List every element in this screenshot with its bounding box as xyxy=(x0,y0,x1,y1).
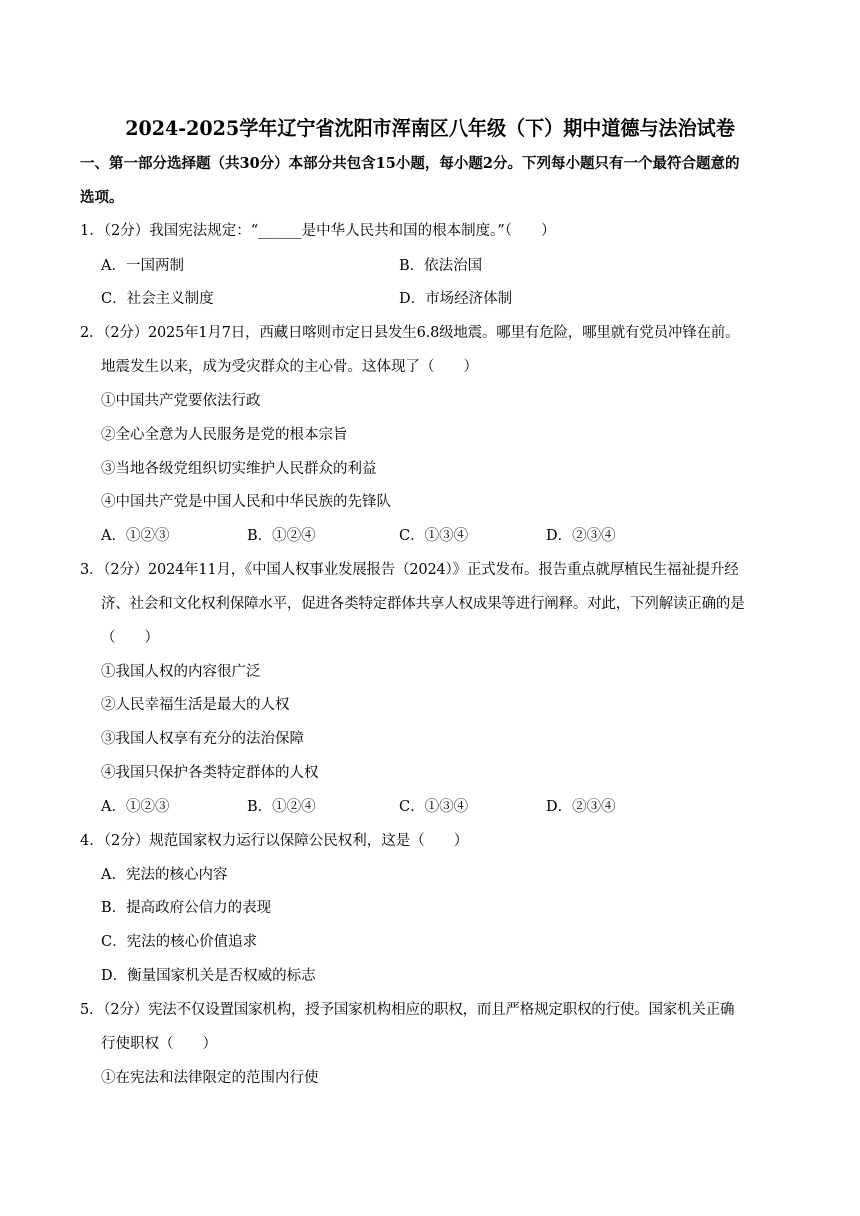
question-1-option-d: D．市场经济体制 xyxy=(399,291,513,307)
section-heading-line-2: 选项。 xyxy=(80,189,124,206)
question-2-item-2: ②全心全意为人民服务是党的根本宗旨 xyxy=(101,427,348,443)
question-3-option-a: A．①②③ xyxy=(101,799,170,815)
question-2-item-3: ③当地各级党组织切实维护人民群众的利益 xyxy=(101,461,377,477)
question-3-item-2: ②人民幸福生活是最大的人权 xyxy=(101,697,290,713)
question-2-option-a: A．①②③ xyxy=(101,528,170,544)
question-2-stem-line-2: 地震发生以来，成为受灾群众的主心骨。这体现了（ ） xyxy=(101,359,478,375)
question-4-option-a: A．宪法的核心内容 xyxy=(101,867,228,883)
question-3-stem-line-2: 济、社会和文化权利保障水平，促进各类特定群体共享人权成果等进行阐释。对此，下列解读正确的是 xyxy=(101,596,745,612)
question-2-item-1: ①中国共产党要依法行政 xyxy=(101,393,261,409)
question-3-option-c: C．①③④ xyxy=(399,799,469,815)
question-4-stem: 4．（2分）规范国家权力运行以保障公民权利，这是（ ） xyxy=(80,833,469,849)
question-3-item-4: ④我国只保护各类特定群体的人权 xyxy=(101,765,319,781)
question-2-item-4: ④中国共产党是中国人民和中华民族的先锋队 xyxy=(101,494,391,510)
exam-title: 2024-2025学年辽宁省沈阳市浑南区八年级（下）期中道德与法治试卷 xyxy=(125,116,735,140)
question-3-option-b: B．①②④ xyxy=(247,799,316,815)
question-4-option-c: C．宪法的核心价值追求 xyxy=(101,934,258,950)
question-3-stem-line-3: （ ） xyxy=(101,630,159,646)
question-3-item-1: ①我国人权的内容很广泛 xyxy=(101,664,261,680)
question-5-item-1: ①在宪法和法律限定的范围内行使 xyxy=(101,1070,319,1086)
section-heading-line-1: 一、第一部分选择题（共30分）本部分共包含15小题，每小题2分。下列每小题只有一个最符合题意的 xyxy=(80,155,740,172)
question-2-option-b: B．①②④ xyxy=(247,528,316,544)
question-2-option-c: C．①③④ xyxy=(399,528,469,544)
question-2-stem-line-1: 2．（2分）2025年1月7日，西藏日喀则市定日县发生6.8级地震。哪里有危险，哪里就有党员冲锋在前。 xyxy=(80,325,740,341)
question-1-option-b: B．依法治国 xyxy=(399,258,483,274)
question-4-option-b: B．提高政府公信力的表现 xyxy=(101,900,272,916)
question-3-option-d: D．②③④ xyxy=(546,799,616,815)
question-5-stem-line-2: 行使职权（ ） xyxy=(101,1036,217,1052)
question-3-stem-line-1: 3．（2分）2024年11月，《中国人权事业发展报告（2024）》正式发布。报告重点就厚植民生福祉提升经 xyxy=(80,562,739,578)
question-5-stem-line-1: 5．（2分）宪法不仅设置国家机构，授予国家机构相应的职权，而且严格规定职权的行使。国家机关正确 xyxy=(80,1002,735,1018)
question-3-item-3: ③我国人权享有充分的法治保障 xyxy=(101,731,304,747)
question-2-option-d: D．②③④ xyxy=(546,528,616,544)
question-1-option-c: C．社会主义制度 xyxy=(101,291,214,307)
question-1-stem: 1．（2分）我国宪法规定：“______是中华人民共和国的根本制度。”（ ） xyxy=(80,223,556,239)
question-1-option-a: A．一国两制 xyxy=(101,258,184,274)
question-4-option-d: D．衡量国家机关是否权威的标志 xyxy=(101,968,316,984)
